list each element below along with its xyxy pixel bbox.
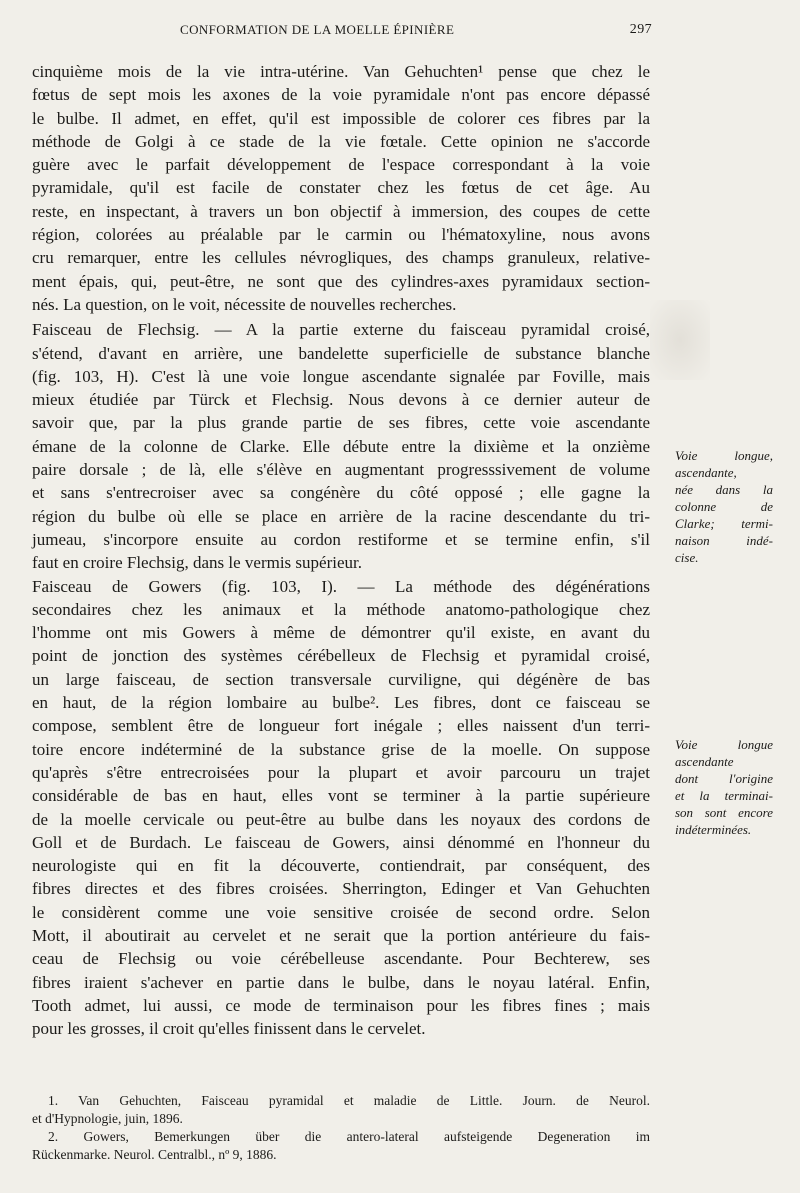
text-line: paire dorsale ; de là, elle s'élève en augmentant progresssivement de volume (32, 460, 650, 480)
text-line: le bulbe. Il admet, en effet, qu'il est impossible de colorer ces fibres par la (32, 108, 650, 128)
text-line: qu'après s'être entrecroisées pour la plupart et avoir parcouru un trajet (32, 762, 650, 782)
text-line: région, colorées au préalable par le carmin ou l'hématoxyline, nous avons (32, 225, 650, 245)
margin-note-line: indéterminées. (675, 822, 752, 837)
text-line: (fig. 103, H). C'est là une voie longue ascendante signalée par Foville, mais (32, 366, 650, 386)
page-header (32, 22, 652, 44)
text-line: pour les grosses, il croit qu'elles finissent dans le cervelet. (32, 1019, 426, 1039)
text-line: compose, semblent être de longueur fort inégale ; elles naissent d'un terri- (32, 716, 650, 736)
text-line: jumeau, s'incorpore ensuite au cordon restiforme et se termine enfin, s'il (32, 529, 650, 549)
margin-note-flechsig (675, 447, 773, 566)
text-line: Faisceau de Gowers (fig. 103, I). — La méthode des dégénérations (32, 576, 650, 596)
text-line: de la moelle cervicale ou peut-être au bulbe dans les noyaux des cordons de (32, 809, 650, 829)
footnote-2 (32, 1128, 650, 1164)
text-line: guère avec le parfait développement de l'espace correspondant à la voie (32, 155, 650, 175)
footnote-line: et d'Hypnologie, juin, 1896. (32, 1111, 183, 1126)
text-line: mieux étudiée par Türck et Flechsig. Nous devons à ce dernier auteur de (32, 390, 650, 410)
footnotes (32, 1092, 650, 1164)
text-line: l'homme ont mis Gowers à même de démontrer qu'il existe, en avant du (32, 623, 650, 643)
margin-note-line: ascendante, (675, 465, 737, 480)
text-line: méthode de Golgi à ce stade de la vie fœtale. Cette opinion ne s'accorde (32, 131, 650, 151)
text-line: pyramidale, qu'il est facile de constater chez les fœtus de cet âge. Au (32, 178, 650, 198)
margin-note-line: son sont encore (675, 805, 773, 820)
text-line: en haut, de la région lombaire au bulbe². Les fibres, dont ce faisceau se (32, 693, 650, 713)
text-line: émane de la colonne de Clarke. Elle débute entre la dixième et la onzième (32, 436, 650, 456)
margin-note-line: cise. (675, 550, 699, 565)
text-line: point de jonction des systèmes cérébelleux de Flechsig et pyramidal croisé, (32, 646, 650, 666)
text-line: neurologiste qui en fit la découverte, contiendrait, par conséquent, des (32, 856, 650, 876)
footnote-1 (32, 1092, 650, 1128)
margin-note-line: naison indé- (675, 533, 773, 548)
paragraph-faisceau-gowers (32, 575, 650, 1041)
text-line: cru remarquer, entre les cellules névrogliques, des champs granuleux, relative- (32, 248, 650, 268)
text-line: Faisceau de Flechsig. — A la partie externe du faisceau pyramidal croisé, (32, 320, 650, 340)
margin-note-line: Clarke; termi- (675, 516, 773, 531)
margin-note-line: ascendante (675, 754, 734, 769)
text-line: considérable de bas en haut, elles vont se terminer à la partie supérieure (32, 786, 650, 806)
footnote-line: 1. Van Gehuchten, Faisceau pyramidal et maladie de Little. Journ. de Neurol. (48, 1093, 650, 1108)
paragraph-faisceau-flechsig (32, 318, 650, 574)
margin-note-line: dont l'origine (675, 771, 773, 786)
margin-note-line: colonne de (675, 499, 773, 514)
text-line: Goll et de Burdach. Le faisceau de Gowers, ainsi dénommé en l'honneur du (32, 832, 650, 852)
text-line: faut en croire Flechsig, dans le vermis supérieur. (32, 553, 362, 573)
text-line: cinquième mois de la vie intra-utérine. Van Gehuchten¹ pense que chez le (32, 62, 650, 81)
margin-note-line: née dans la (675, 482, 773, 497)
text-line: ceau de Flechsig ou voie cérébelleuse ascendante. Pour Bechterew, ses (32, 949, 650, 969)
text-line: Mott, il aboutirait au cervelet et ne serait que la portion antérieure du fais- (32, 925, 650, 945)
body-text (32, 60, 650, 1040)
text-line: toire encore indéterminé de la substance grise de la moelle. On suppose (32, 739, 650, 759)
text-line: secondaires chez les animaux et la méthode anatomo-pathologique chez (32, 599, 650, 619)
text-line: le considèrent comme une voie sensitive croisée de second ordre. Selon (32, 902, 650, 922)
text-line: et sans s'entrecroiser avec sa congénère du côté opposé ; elle gagne la (32, 483, 650, 503)
text-line: ment épais, qui, peut-être, ne sont que des cylindres-axes pyramidaux section- (32, 271, 650, 291)
text-line: nés. La question, on le voit, nécessite de nouvelles recherches. (32, 294, 457, 314)
running-title: CONFORMATION DE LA MOELLE ÉPINIÈRE (180, 22, 455, 37)
footnote-line: 2. Gowers, Bemerkungen über die antero-lateral aufsteigende Degeneration im (48, 1129, 650, 1144)
text-line: un large faisceau, de section transversale curviligne, qui dégénère de bas (32, 669, 650, 689)
margin-note-gowers (675, 736, 773, 838)
margin-note-line: Voie longue, (675, 448, 773, 463)
text-line: Tooth admet, lui aussi, ce mode de terminaison pour les fibres fines ; mais (32, 995, 650, 1015)
text-line: fœtus de sept mois les axones de la voie pyramidale n'ont pas encore dépassé (32, 85, 650, 105)
text-line: savoir que, par la plus grande partie de ses fibres, cette voie ascendante (32, 413, 650, 433)
footnote-line: Rückenmarke. Neurol. Centralbl., nº 9, 1886. (32, 1147, 277, 1162)
text-line: s'étend, d'avant en arrière, une bandelette superficielle de substance blanche (32, 343, 650, 363)
text-line: fibres directes et des fibres croisées. Sherrington, Edinger et Van Gehuchten (32, 879, 650, 899)
margin-note-line: et la terminai- (675, 788, 773, 803)
margin-note-line: Voie longue (675, 737, 773, 752)
text-line: région du bulbe où elle se place en arrière de la racine descendante du tri- (32, 506, 650, 526)
paragraph-1 (32, 60, 650, 316)
text-line: reste, en inspectant, à travers un bon objectif à immersion, des coupes de cette (32, 201, 650, 221)
page-number: 297 (629, 22, 652, 37)
paper-stain (650, 300, 710, 380)
text-line: fibres iraient s'achever en partie dans le bulbe, dans le noyau latéral. Enfin, (32, 972, 650, 992)
